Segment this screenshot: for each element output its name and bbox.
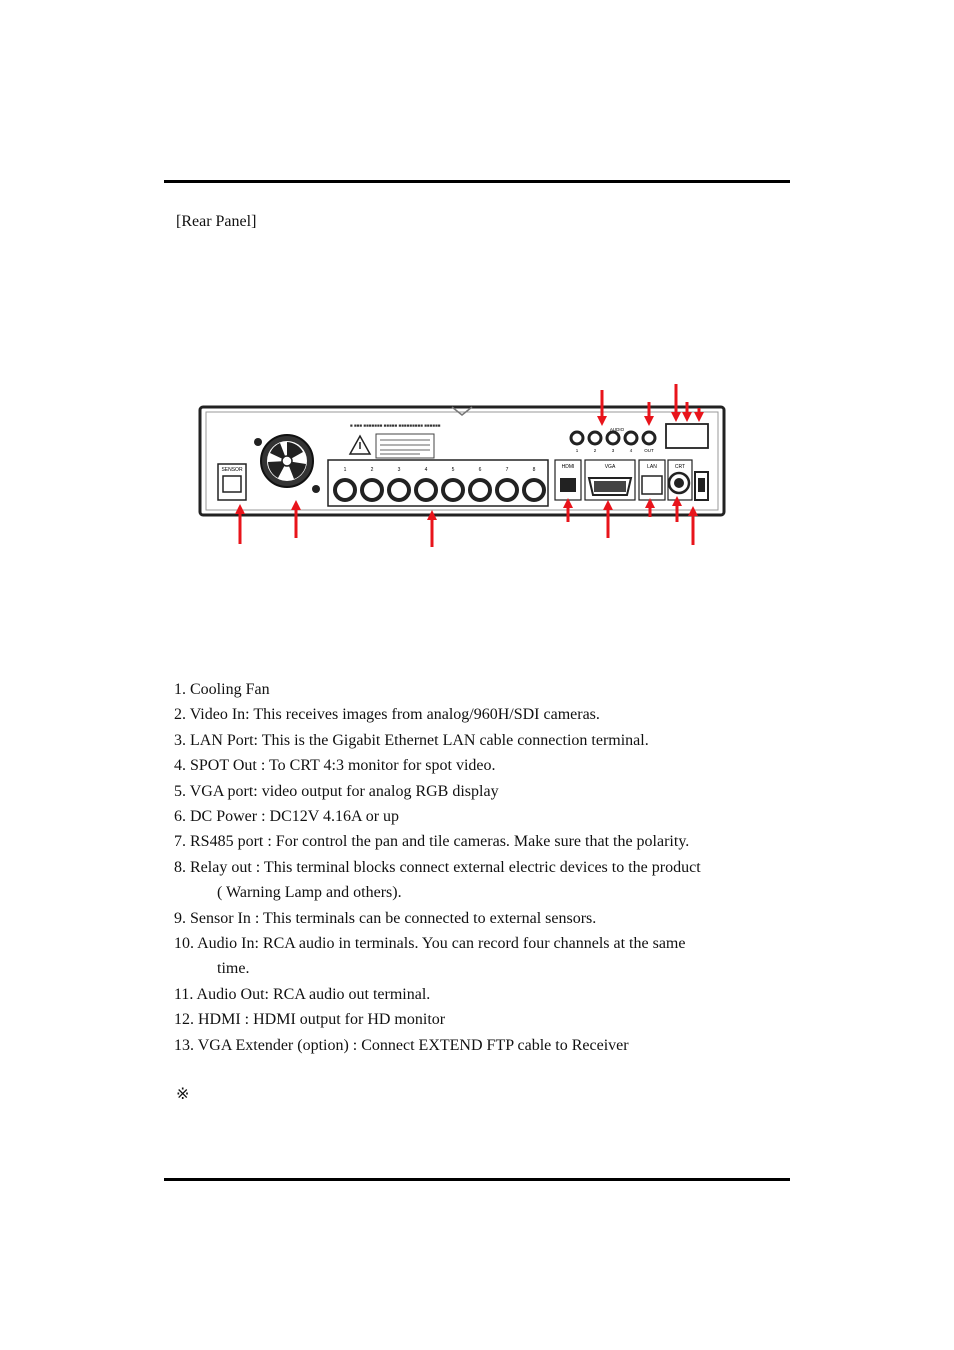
video-in-number: 3 — [397, 467, 401, 473]
video-in-jack — [470, 480, 490, 500]
audio-jack — [589, 432, 601, 444]
item-list — [174, 677, 774, 1058]
audio-jack — [607, 432, 619, 444]
screw-icon — [254, 438, 262, 446]
video-in-jack — [497, 480, 517, 500]
audio-jack — [571, 432, 583, 444]
video-in-number: 8 — [532, 467, 536, 473]
list-item: ( Warning Lamp and others). — [217, 884, 402, 902]
video-in-jack — [524, 480, 544, 500]
video-in-jack — [362, 480, 382, 500]
audio-jack-number: OUT — [644, 448, 654, 453]
list-item: 3. LAN Port: This is the Gigabit Ethernet LAN cable connection terminal. — [174, 731, 649, 749]
video-in-jack — [416, 480, 436, 500]
lan-label: LAN — [647, 464, 657, 470]
list-item: 13. VGA Extender (option) : Connect EXTEND FTP cable to Receiver — [174, 1036, 629, 1054]
vga-label: VGA — [604, 464, 616, 470]
sensor-label: SENSOR — [221, 467, 243, 473]
list-item: 5. VGA port: video output for analog RGB display — [174, 782, 499, 800]
audio-jack — [625, 432, 637, 444]
list-item: 7. RS485 port : For control the pan and tile cameras. Make sure that the polarity. — [174, 833, 690, 851]
bottom-rule — [164, 1178, 790, 1181]
list-item: 1. Cooling Fan — [174, 681, 270, 698]
svg-text:■ ■■■ ■■■■■■■ ■■■■■ ■■■■■■■■■: ■ ■■■ ■■■■■■■ ■■■■■ ■■■■■■■■■ ■■■■■■ — [350, 423, 441, 428]
lan-port — [642, 476, 662, 494]
hdmi-label: HDMI — [561, 464, 575, 470]
video-in-jack — [335, 480, 355, 500]
sensor-terminal — [223, 476, 241, 492]
list-item: 4. SPOT Out : To CRT 4:3 monitor for spot video. — [174, 757, 496, 775]
video-in-jack — [389, 480, 409, 500]
section-heading: [Rear Panel] — [176, 213, 257, 230]
hdmi-port — [560, 478, 576, 492]
video-in-jack — [443, 480, 463, 500]
video-in-number: 6 — [478, 467, 482, 473]
audio-jack — [643, 432, 655, 444]
list-item: time. — [217, 960, 250, 978]
list-item: 2. Video In: This receives images from analog/960H/SDI cameras. — [174, 706, 600, 724]
list-item: 9. Sensor In : This terminals can be connected to external sensors. — [174, 909, 597, 927]
list-item: 8. Relay out : This terminal blocks connect external electric devices to the product — [174, 858, 701, 876]
video-in-number: 5 — [451, 467, 455, 473]
relay-terminal-block — [666, 424, 708, 448]
audio-jack-number: 1 — [575, 448, 579, 453]
audio-jack-number: 2 — [593, 448, 597, 453]
rear-panel-figure — [190, 380, 750, 550]
list-item: 11. Audio Out: RCA audio out terminal. — [174, 985, 431, 1003]
audio-jack-number: 4 — [629, 448, 633, 453]
video-in-number: 7 — [505, 467, 509, 473]
video-in-number: 1 — [343, 467, 347, 473]
audio-jack-number: 3 — [611, 448, 615, 453]
list-item: 6. DC Power : DC12V 4.16A or up — [174, 808, 400, 826]
audio-label: AUDIO — [609, 427, 625, 432]
video-in-number: 2 — [370, 467, 374, 473]
list-item: 12. HDMI : HDMI output for HD monitor — [174, 1011, 446, 1029]
video-in-number: 4 — [424, 467, 428, 473]
top-rule — [164, 180, 790, 183]
list-item: 10. Audio In: RCA audio in terminals. You can record four channels at the same — [174, 935, 686, 953]
screw-icon — [312, 485, 320, 493]
note-symbol: ※ — [176, 1086, 190, 1103]
crt-label: CRT — [674, 464, 686, 470]
